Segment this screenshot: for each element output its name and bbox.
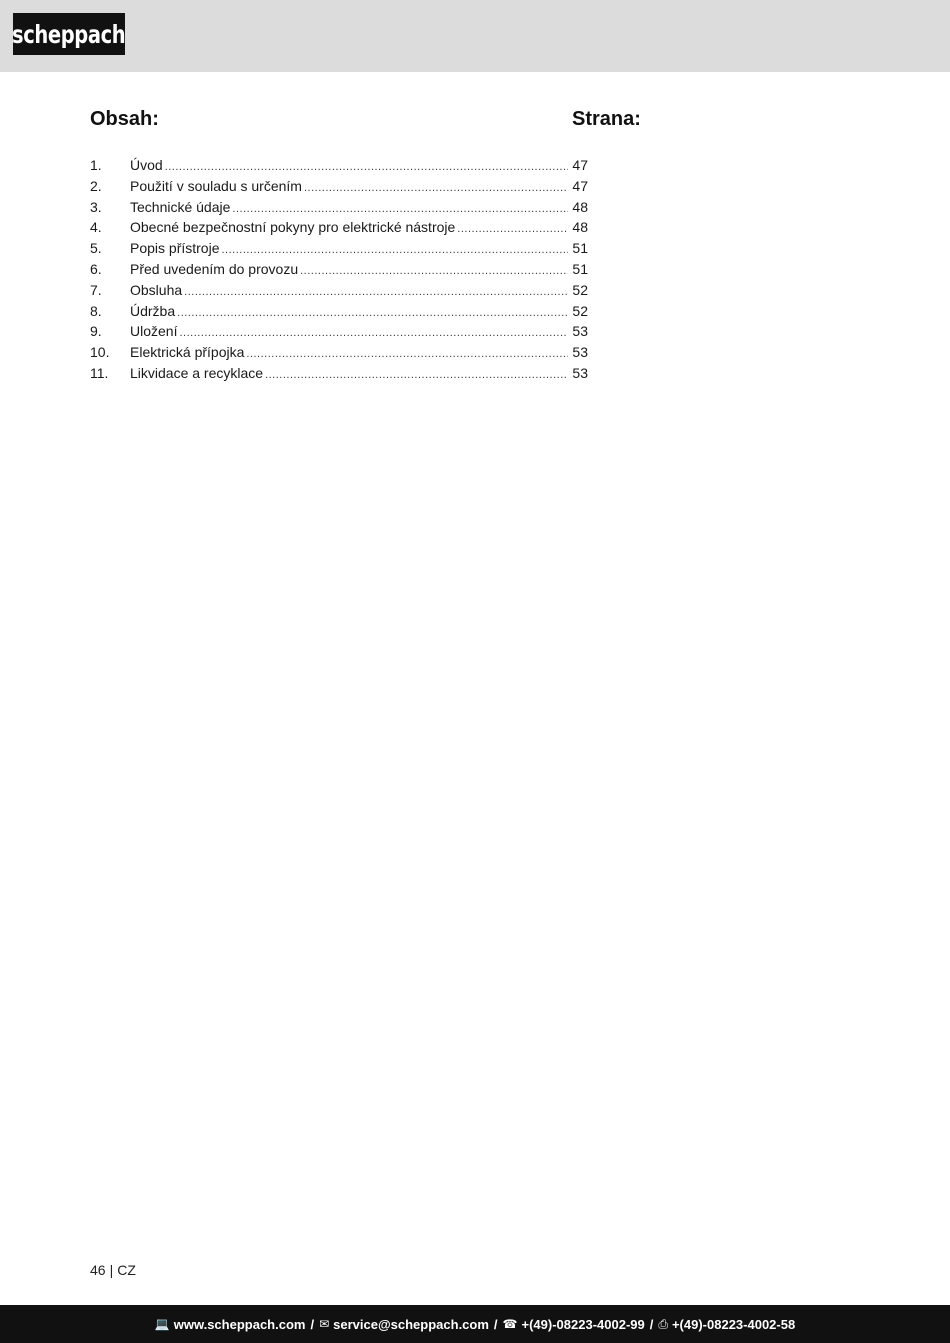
toc-item-label: Popis přístroje: [130, 240, 220, 257]
toc-row: [90, 217, 588, 238]
toc-item-number: 5.: [90, 240, 102, 257]
toc-item-label: Uložení: [130, 323, 178, 340]
toc-item-page: 48: [572, 198, 588, 215]
language-code: CZ: [117, 1262, 136, 1278]
page-number: 46: [90, 1262, 106, 1278]
toc-item-number: 10.: [90, 344, 110, 361]
toc-item-number: 2.: [90, 177, 102, 194]
toc-item-page: 53: [572, 344, 588, 361]
toc-item-number: 6.: [90, 260, 102, 277]
page-separator: |: [109, 1262, 114, 1278]
toc-item-number: 11.: [90, 364, 109, 381]
phone-icon: ☎: [502, 1317, 518, 1331]
toc-item-number: 9.: [90, 323, 102, 340]
toc-item-label: Před uvedením do provozu: [130, 260, 299, 277]
toc-row: [90, 176, 588, 197]
toc-row: [90, 155, 588, 176]
toc-row: [90, 280, 588, 301]
toc-item-number: 8.: [90, 302, 102, 319]
toc-row: [90, 197, 588, 218]
computer-icon: 💻: [154, 1317, 170, 1331]
toc-leader-dots: [265, 365, 568, 386]
toc-item-page: 52: [572, 281, 588, 298]
toc-leader-dots: [232, 199, 568, 220]
toc-leader-dots: [177, 303, 568, 324]
header-band: [0, 0, 950, 72]
toc-leader-dots: [221, 240, 568, 261]
scheppach-logo: [13, 13, 125, 55]
toc-item-label: Obsluha: [130, 281, 183, 298]
toc-item-number: 7.: [90, 281, 102, 298]
toc-item-page: 53: [572, 323, 588, 340]
toc-row: [90, 301, 588, 322]
toc-leader-dots: [246, 344, 568, 365]
footer-separator: /: [493, 1316, 498, 1332]
toc-row: [90, 238, 588, 259]
logo-text: scheppach: [12, 19, 126, 49]
toc-leader-dots: [457, 219, 568, 240]
toc-item-page: 53: [572, 364, 588, 381]
toc-item-page: 47: [572, 177, 588, 194]
toc-row: [90, 321, 588, 342]
page-column-heading: Strana:: [572, 108, 641, 130]
toc-leader-dots: [165, 157, 568, 178]
toc-list: [90, 155, 588, 384]
toc-item-label: Použití v souladu s určením: [130, 177, 302, 194]
toc-leader-dots: [179, 323, 568, 344]
toc-row: [90, 342, 588, 363]
toc-item-label: Technické údaje: [130, 198, 231, 215]
toc-item-page: 51: [572, 260, 588, 277]
page-marker: [90, 1262, 136, 1278]
toc-item-number: 3.: [90, 198, 102, 215]
mail-icon: ✉: [319, 1317, 330, 1331]
toc-item-number: 4.: [90, 219, 102, 236]
toc-leader-dots: [300, 261, 568, 282]
footer-phone: +(49)-08223-4002-99: [521, 1316, 645, 1332]
toc-item-label: Údržba: [130, 302, 176, 319]
toc-item-label: Úvod: [130, 157, 163, 173]
toc-item-label: Elektrická přípojka: [130, 344, 245, 361]
footer-email: service@scheppach.com: [333, 1316, 489, 1332]
toc-item-label: Likvidace a recyklace: [130, 364, 264, 381]
footer-fax: +(49)-08223-4002-58: [671, 1316, 796, 1332]
toc-item-number: 1.: [90, 157, 102, 173]
footer-website: www.scheppach.com: [173, 1316, 306, 1332]
toc-row: [90, 259, 588, 280]
toc-title: Obsah:: [90, 108, 159, 130]
toc-leader-dots: [304, 178, 568, 199]
toc-item-page: 52: [572, 302, 588, 319]
footer-separator: /: [310, 1316, 315, 1332]
toc-leader-dots: [184, 282, 568, 303]
toc-item-page: 51: [572, 240, 588, 257]
toc-item-page: 47: [572, 157, 588, 173]
fax-icon: ⎙: [658, 1316, 668, 1331]
toc-row: [90, 363, 588, 384]
footer-contact-bar: [0, 1305, 950, 1343]
footer-separator: /: [649, 1316, 654, 1332]
toc-item-page: 48: [572, 219, 588, 236]
toc-item-label: Obecné bezpečnostní pokyny pro elektrické nástroje: [130, 219, 456, 236]
